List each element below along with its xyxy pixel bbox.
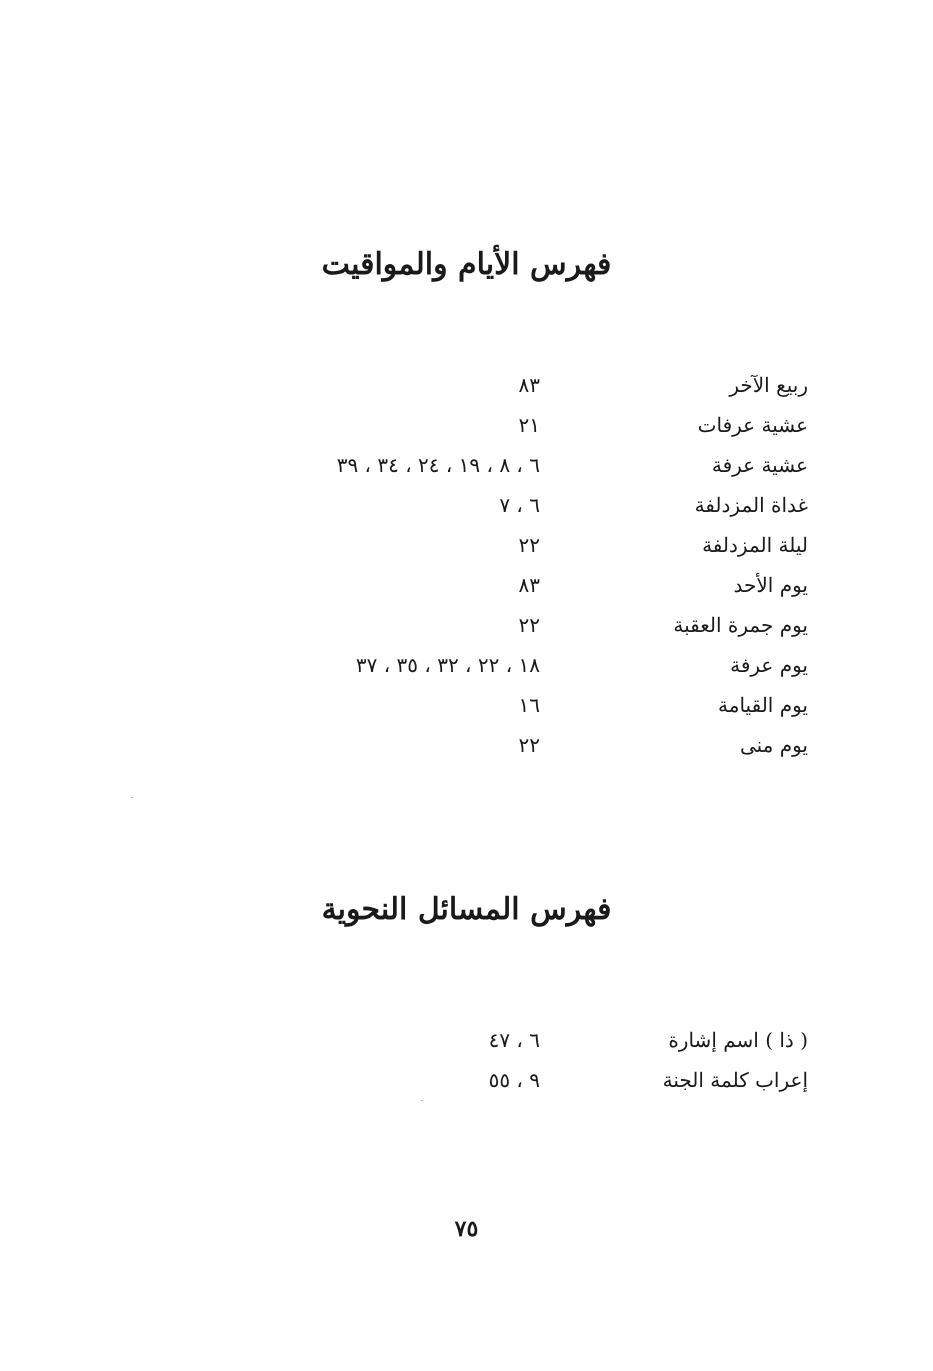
index-term: ليلة المزدلفة (702, 533, 808, 557)
index-entry (308, 1060, 808, 1100)
index-entry (308, 605, 808, 645)
index-term: يوم الأحد (733, 573, 808, 597)
index-entry (308, 445, 808, 485)
index-list-days-and-times (308, 365, 808, 765)
index-entry (308, 485, 808, 525)
index-entry (308, 365, 808, 405)
index-term: إعراب كلمة الجنة (662, 1068, 808, 1092)
index-pages: ٦ ، ٤٧ (488, 1028, 540, 1052)
index-pages: ٢١ (518, 413, 540, 437)
index-entry (308, 405, 808, 445)
index-term: ( ذا ) اسم إشارة (668, 1028, 808, 1052)
index-entry (308, 645, 808, 685)
scan-speck (421, 1100, 423, 1101)
index-pages: ٦ ، ٨ ، ١٩ ، ٢٤ ، ٣٤ ، ٣٩ (336, 453, 540, 477)
index-pages: ٢٢ (518, 613, 540, 637)
index-term: غداة المزدلفة (694, 493, 808, 517)
index-pages: ٨٣ (518, 573, 540, 597)
index-term: يوم عرفة (730, 653, 808, 677)
index-pages: ٨٣ (518, 373, 540, 397)
index-pages: ٢٢ (518, 733, 540, 757)
index-entry (308, 725, 808, 765)
index-entry (308, 525, 808, 565)
index-list-grammar-issues (308, 1020, 808, 1100)
index-term: يوم جمرة العقبة (673, 613, 808, 637)
index-term: يوم القيامة (718, 693, 808, 717)
index-pages: ٦ ، ٧ (499, 493, 540, 517)
index-pages: ١٨ ، ٢٢ ، ٣٢ ، ٣٥ ، ٣٧ (355, 653, 540, 677)
index-term: يوم منى (739, 733, 808, 757)
index-entry (308, 685, 808, 725)
index-term: عشية عرفة (711, 453, 808, 477)
index-pages: ١٦ (518, 693, 540, 717)
page-number: ٧٥ (454, 1216, 479, 1242)
index-pages: ٢٢ (518, 533, 540, 557)
index-term: عشية عرفات (697, 413, 808, 437)
index-term: ربيع الآخر (729, 373, 808, 397)
scan-speck (131, 797, 133, 798)
section-title-days-and-times: فهرس الأيام والمواقيت (321, 247, 612, 282)
index-pages: ٩ ، ٥٥ (488, 1068, 540, 1092)
section-title-grammar-issues: فهرس المسائل النحوية (321, 892, 612, 927)
index-entry (308, 565, 808, 605)
index-entry (308, 1020, 808, 1060)
